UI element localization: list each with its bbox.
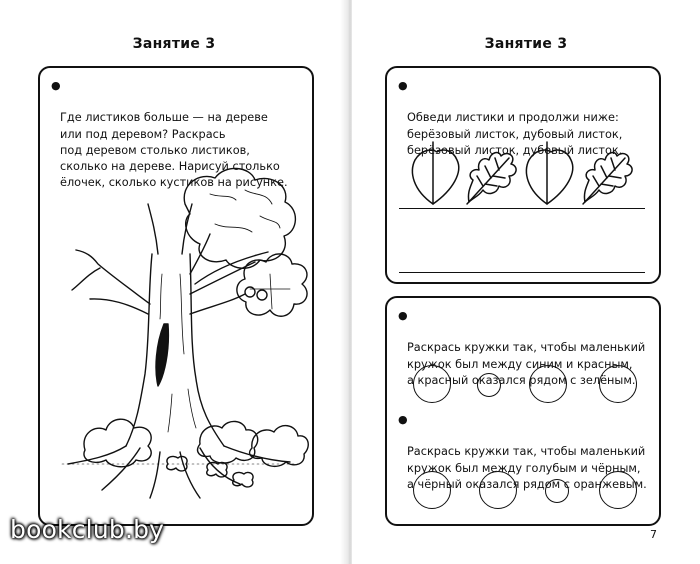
bullet-icon: ● (398, 79, 408, 92)
large-circle[interactable] (529, 365, 567, 403)
large-circle[interactable] (599, 365, 637, 403)
leaf-task-box (385, 66, 661, 284)
large-circle[interactable] (413, 471, 451, 509)
tree-illustration (40, 164, 312, 524)
page-title: Занятие 3 (484, 36, 568, 52)
page-number: 7 (650, 528, 657, 541)
bullet-icon: ● (398, 309, 408, 322)
circles-task-2-text: Раскрась кружки так, чтобы маленький кружок был между голубым и чёрным, а чёрный оказался рядом с оранжевым. (407, 445, 647, 491)
right-page (352, 0, 700, 564)
large-circle[interactable] (479, 471, 517, 509)
tree-hollow (156, 324, 168, 386)
writing-line (399, 272, 645, 273)
leaf-task-text: Обведи листики и продолжи ниже: берёзовый листок, дубовый листок, берёзовый листок, дубовый листок. (407, 111, 623, 157)
bullet-icon: ● (398, 413, 408, 426)
fallen-leaves (167, 456, 253, 487)
bush-center (198, 421, 258, 463)
circles-task-box (385, 296, 661, 526)
tree-roots (68, 446, 290, 498)
watermark: bookclub.by (10, 515, 165, 544)
oak-leaf-icon (583, 153, 632, 204)
leaf-pattern (387, 132, 659, 212)
bullet-icon: ● (51, 79, 61, 92)
small-circle[interactable] (477, 373, 501, 397)
large-circle[interactable] (413, 365, 451, 403)
canopy-detail (210, 190, 280, 232)
birch-leaf-icon (412, 142, 458, 204)
left-page (0, 0, 348, 564)
writing-line (399, 208, 645, 209)
small-circle[interactable] (545, 479, 569, 503)
large-circle[interactable] (599, 471, 637, 509)
left-branch (72, 250, 150, 314)
right-branch (190, 234, 268, 314)
oak-leaf-icon (467, 153, 516, 204)
page-title: Занятие 3 (132, 36, 216, 52)
bush-left (84, 419, 151, 467)
tree-trunk (126, 254, 224, 446)
birch-leaf-icon (526, 142, 572, 204)
circles-task-1-text: Раскрась кружки так, чтобы маленький кружок был между синим и красным, а красный оказался рядом с зелёным. (407, 341, 646, 387)
tree-task-text: Где листиков больше — на дереве или под деревом? Раскрась под деревом столько листиков, сколько на дереве. Нарисуй столько ёлочек, сколько кустиков на рисунке. (60, 111, 288, 190)
top-branch (148, 204, 192, 254)
tree-task-box (38, 66, 314, 526)
